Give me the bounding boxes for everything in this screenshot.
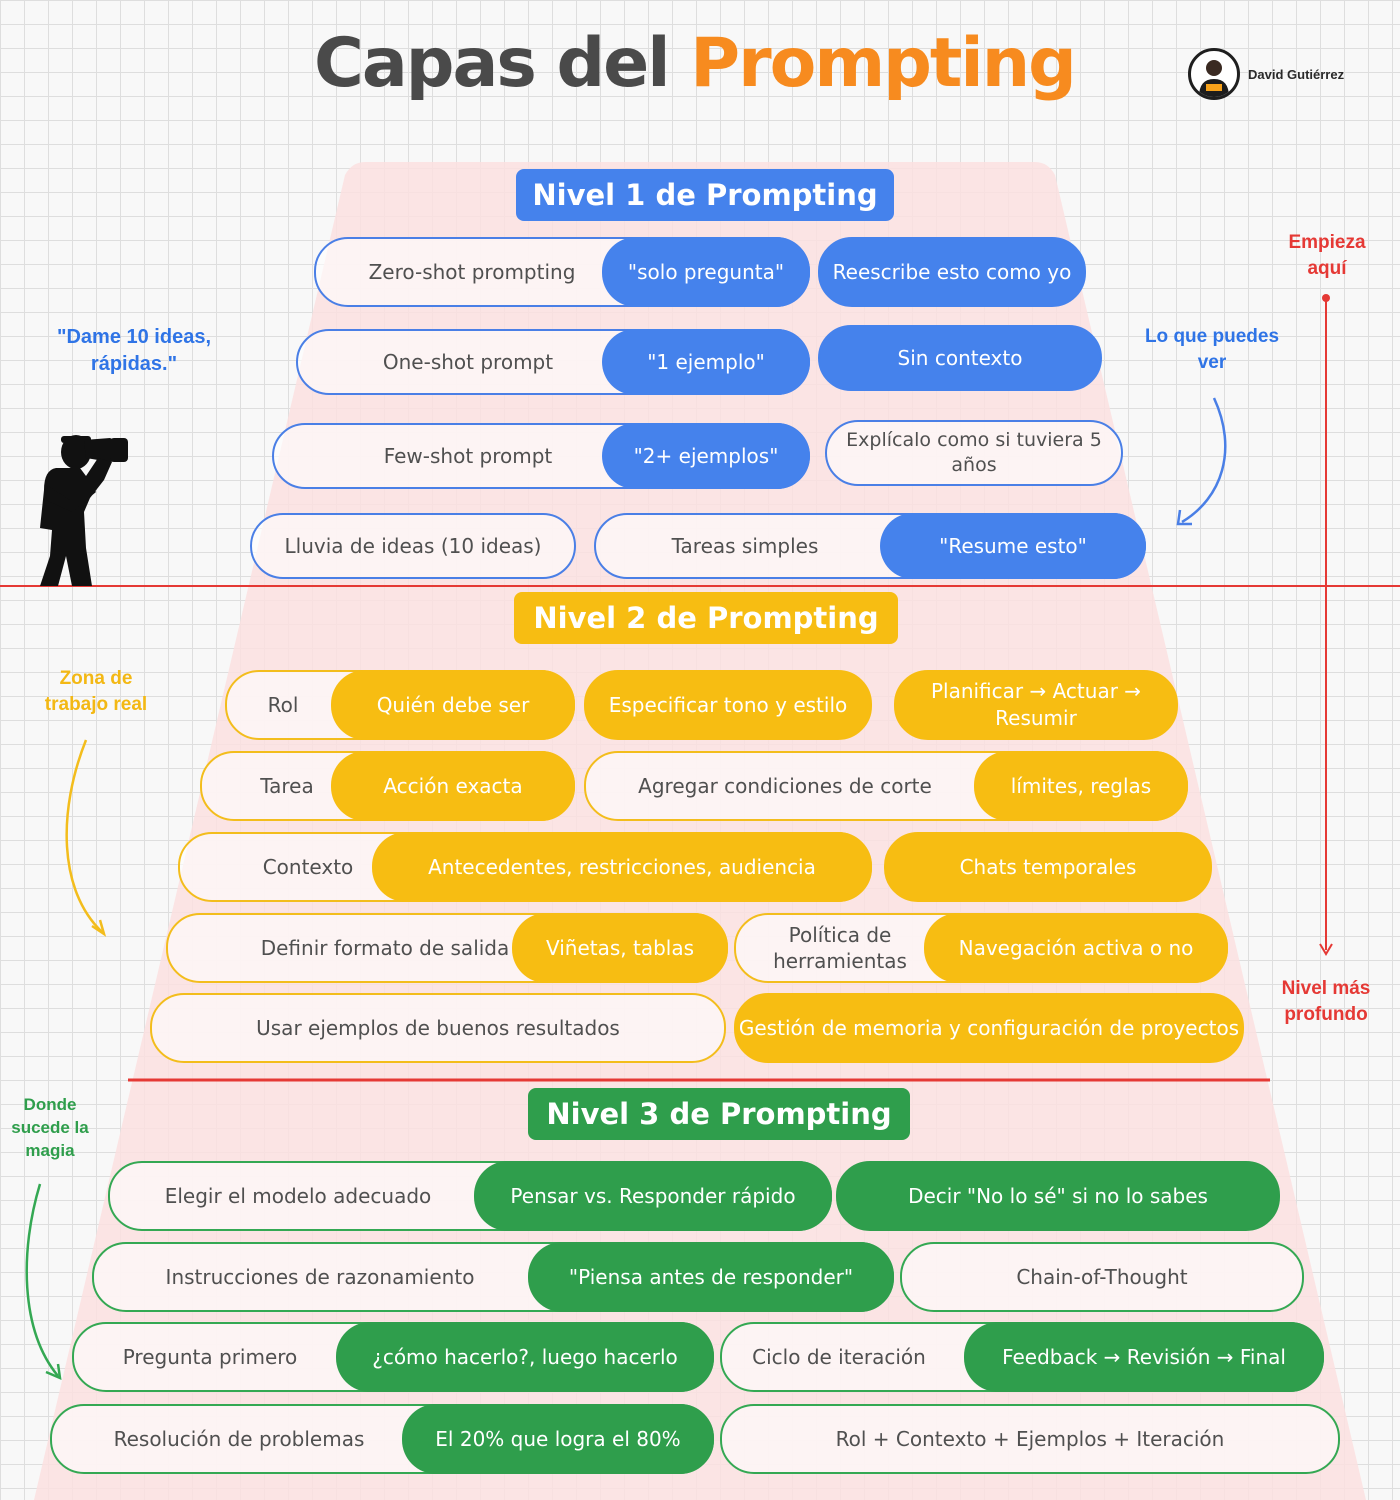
rol-tag: Quién debe ser (331, 670, 575, 740)
chain-of-thought-pill (900, 1242, 1304, 1312)
level-3-title: Nivel 3 de Prompting (528, 1088, 910, 1140)
usar-ejemplos-pill (150, 993, 726, 1063)
ciclo-iteracion-pill (720, 1322, 1324, 1392)
contexto-tag: Antecedentes, restricciones, audiencia (372, 832, 872, 902)
instrucciones-razonamiento-label: Instrucciones de razonamiento (165, 1265, 475, 1289)
one-shot-pill (296, 329, 810, 395)
tarea-pill (200, 751, 575, 821)
rol-pill (225, 670, 575, 740)
blue-curved-arrow (1182, 398, 1225, 522)
title-part-1: Capas del (314, 24, 669, 103)
reescribe-pill: Reescribe esto como yo (818, 237, 1086, 307)
author-name: David Gutiérrez (1248, 66, 1345, 82)
tono-estilo-pill: Especificar tono y estilo (584, 670, 872, 740)
formato-salida-tag: Viñetas, tablas (512, 913, 728, 983)
explicalo-label: Explícalo como si tuviera 5 años (846, 429, 1102, 476)
person-binoculars-icon (40, 435, 128, 586)
resolucion-problemas-label: Resolución de problemas (113, 1427, 365, 1451)
few-shot-label: Few-shot prompt (383, 444, 553, 468)
formato-salida-pill (166, 913, 728, 983)
lluvia-ideas-label: Lluvia de ideas (10 ideas) (284, 534, 542, 558)
resolucion-problemas-tag: El 20% que logra el 80% (402, 1404, 714, 1474)
green-curved-arrow (27, 1184, 58, 1376)
condiciones-tag: límites, reglas (974, 751, 1188, 821)
formato-salida-label: Definir formato de salida (260, 936, 510, 960)
condiciones-pill (584, 751, 1188, 821)
chats-temporales-pill: Chats temporales (884, 832, 1212, 902)
zero-shot-label: Zero-shot prompting (368, 260, 576, 284)
sin-contexto-pill: Sin contexto (818, 325, 1102, 391)
note-zona-trabajo: Zona de trabajo real (44, 668, 148, 715)
tareas-simples-tag: "Resume esto" (880, 513, 1146, 579)
contexto-pill (178, 832, 872, 902)
level-2-title: Nivel 2 de Prompting (514, 592, 898, 644)
avatar (1188, 48, 1240, 100)
elegir-modelo-tag: Pensar vs. Responder rápido (474, 1161, 832, 1231)
contexto-label: Contexto (262, 855, 354, 879)
instrucciones-razonamiento-pill (92, 1242, 894, 1312)
page-title (314, 24, 1075, 103)
author-badge (1188, 48, 1344, 100)
tareas-simples-pill (594, 513, 1146, 579)
few-shot-tag: "2+ ejemplos" (602, 423, 810, 489)
ciclo-iteracion-tag: Feedback → Revisión → Final (964, 1322, 1324, 1392)
note-lo-que-puedes-ver: Lo que puedes ver (1144, 326, 1280, 373)
ciclo-iteracion-label: Ciclo de iteración (752, 1345, 926, 1369)
chain-of-thought-label: Chain-of-Thought (1016, 1265, 1188, 1289)
pregunta-primero-pill (72, 1322, 714, 1392)
instrucciones-razonamiento-tag: "Piensa antes de responder" (528, 1242, 894, 1312)
elegir-modelo-pill (108, 1161, 832, 1231)
resolucion-problemas-pill (50, 1404, 714, 1474)
zero-shot-pill (314, 237, 810, 307)
explicalo-pill (825, 420, 1123, 486)
yellow-curved-arrow (67, 740, 102, 932)
one-shot-tag: "1 ejemplo" (602, 329, 810, 395)
formula-pill (720, 1404, 1340, 1474)
avatar-person-icon (1191, 51, 1237, 97)
planificar-pill: Planificar → Actuar → Resumir (894, 670, 1178, 740)
note-nivel-profundo: Nivel más profundo (1281, 978, 1371, 1025)
usar-ejemplos-label: Usar ejemplos de buenos resultados (256, 1016, 620, 1040)
politica-herramientas-tag: Navegación activa o no (924, 913, 1228, 983)
condiciones-label: Agregar condiciones de corte (638, 774, 932, 798)
note-empieza-aqui: Empieza aquí (1288, 232, 1366, 279)
rol-label: Rol (267, 693, 299, 717)
lluvia-ideas-pill (250, 513, 576, 579)
decir-no-lo-se-pill: Decir "No lo sé" si no lo sabes (836, 1161, 1280, 1231)
elegir-modelo-label: Elegir el modelo adecuado (164, 1184, 432, 1208)
note-donde-magia: Donde sucede la magia (11, 1095, 89, 1160)
note-dame-ideas: "Dame 10 ideas, rápidas." (56, 326, 211, 375)
gestion-memoria-pill: Gestión de memoria y configuración de proyectos (734, 993, 1244, 1063)
tarea-label: Tarea (260, 774, 314, 798)
zero-shot-tag: "solo pregunta" (602, 237, 810, 307)
level-1-title: Nivel 1 de Prompting (516, 169, 894, 221)
politica-herramientas-label: Política de herramientas (773, 923, 907, 973)
tareas-simples-label: Tareas simples (671, 534, 819, 558)
formula-label: Rol + Contexto + Ejemplos + Iteración (835, 1427, 1225, 1451)
title-part-2: Prompting (690, 24, 1075, 103)
pregunta-primero-tag: ¿cómo hacerlo?, luego hacerlo (336, 1322, 714, 1392)
tarea-tag: Acción exacta (331, 751, 575, 821)
few-shot-pill (272, 423, 810, 489)
pregunta-primero-label: Pregunta primero (122, 1345, 298, 1369)
one-shot-label: One-shot prompt (382, 350, 554, 374)
politica-herramientas-pill (734, 913, 1228, 983)
